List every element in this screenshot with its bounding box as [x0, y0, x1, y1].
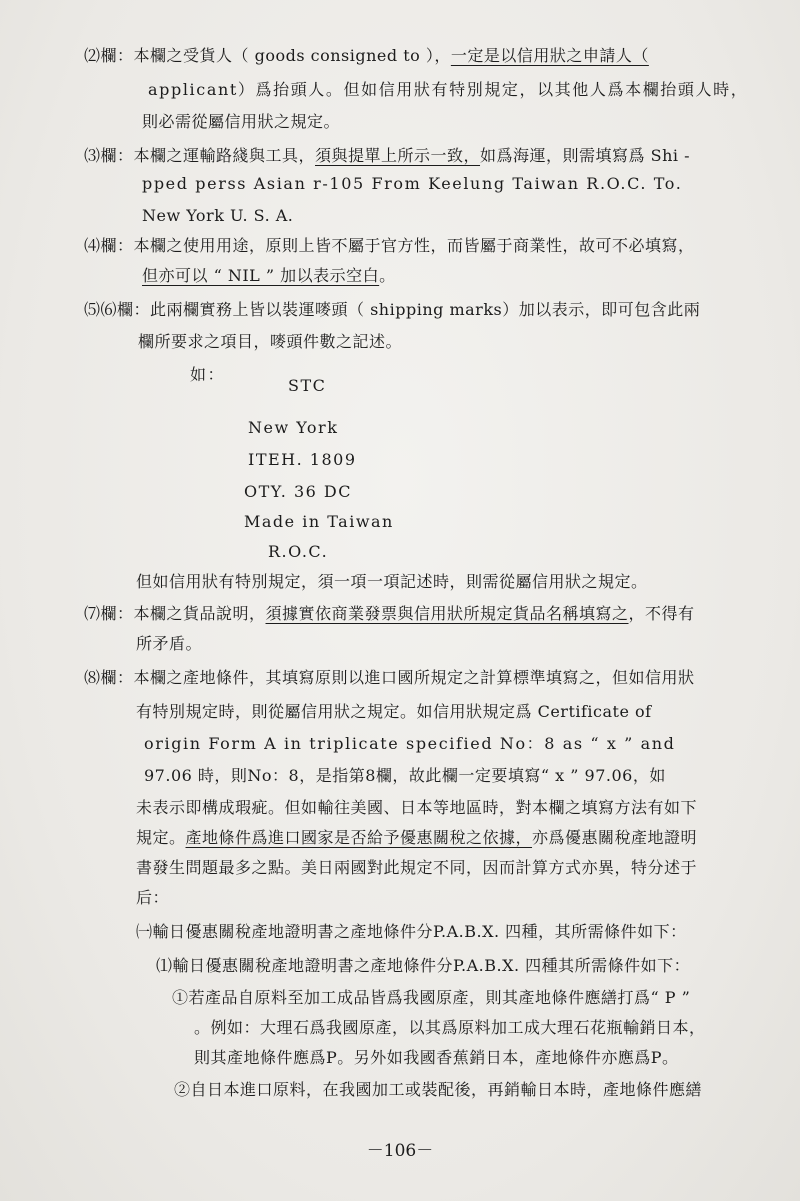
text-line: 書發生問題最多之點。美日兩國對此規定不同，因而計算方式亦異，特分述于 — [136, 858, 698, 877]
text-line: ⑺欄：本欄之貨品說明，須據實依商業發票與信用狀所規定貨品名稱填寫之，不得有 — [84, 604, 695, 623]
text-line: ⑶欄：本欄之運輸路綫與工具，須與提單上所示一致，如爲海運，則需填寫爲 Shi - — [84, 146, 690, 165]
shipping-mark-line: ITEH. 1809 — [248, 450, 357, 469]
text-line: 但如信用狀有特別規定，須一項一項記述時，則需從屬信用狀之規定。 — [136, 572, 648, 591]
text-line: 則必需從屬信用狀之規定。 — [142, 112, 341, 131]
text-line: ⑷欄：本欄之使用用途，原則上皆不屬于官方性，而皆屬于商業性，故可不必填寫， — [84, 236, 695, 255]
shipping-mark-line: R.O.C. — [268, 542, 329, 561]
text-line: 但亦可以 “ NIL ” 加以表示空白。 — [142, 266, 396, 285]
text-line: ㈠輸日優惠關稅產地證明書之產地條件分P.A.B.X. 四種，其所需條件如下： — [136, 922, 687, 941]
text-line: 有特別規定時，則從屬信用狀之規定。如信用狀規定爲 Certificate of — [136, 702, 652, 721]
text-line: 則其產地條件應爲P。另外如我國香蕉銷日本，產地條件亦應爲P。 — [194, 1048, 679, 1067]
shipping-mark-line: STC — [288, 376, 327, 395]
shipping-mark-line: Made in Taiwan — [244, 512, 394, 531]
text-line: ⑸⑹欄：此兩欄實務上皆以裝運嘜頭（ shipping marks）加以表示，即可包含此兩 — [84, 300, 701, 319]
text-line: ⑻欄：本欄之產地條件，其填寫原則以進口國所規定之計算標準填寫之，但如信用狀 — [84, 668, 695, 687]
text-line: applicant）爲抬頭人。但如信用狀有特別規定，以其他人爲本欄抬頭人時， — [148, 80, 749, 99]
text-line: ⑴輸日優惠關稅產地證明書之產地條件分P.A.B.X. 四種其所需條件如下： — [156, 956, 691, 975]
text-line: origin Form A in triplicate specified No：8 as “ x ” and — [144, 734, 676, 753]
page-number: －106－ — [366, 1141, 434, 1161]
text-line: 所矛盾。 — [136, 634, 203, 653]
text-line: 后： — [136, 888, 170, 907]
text-line: New York U. S. A. — [142, 206, 294, 225]
text-line: 未表示即構成瑕疵。但如輸往美國、日本等地區時，對本欄之填寫方法有如下 — [136, 798, 698, 817]
text-line: 如： — [190, 365, 226, 384]
text-line: ②自日本進口原料，在我國加工或裝配後，再銷輸日本時，產地條件應繕 — [174, 1080, 703, 1099]
text-line: 97.06 時，則No：8，是指第8欄，故此欄一定要填寫“ x ” 97.06，如 — [144, 766, 666, 785]
text-line: ⑵欄：本欄之受貨人（ goods consigned to ），一定是以信用狀之申請人（ — [84, 46, 649, 65]
text-line: 欄所要求之項目，嘜頭件數之記述。 — [138, 332, 403, 351]
text-line: 。例如：大理石爲我國原產，以其爲原料加工成大理石花瓶輸銷日本， — [194, 1018, 706, 1037]
text-line: 規定。產地條件爲進口國家是否給予優惠關稅之依據，亦爲優惠關稅產地證明 — [136, 828, 698, 847]
text-line: pped perss Asian r-105 From Keelung Taiwan R.O.C. To. — [142, 174, 683, 193]
shipping-mark-line: OTY. 36 DC — [244, 482, 352, 501]
text-line: ①若產品自原料至加工成品皆爲我國原產，則其產地條件應繕打爲“ P ” — [172, 988, 691, 1007]
shipping-mark-line: New York — [248, 418, 339, 437]
